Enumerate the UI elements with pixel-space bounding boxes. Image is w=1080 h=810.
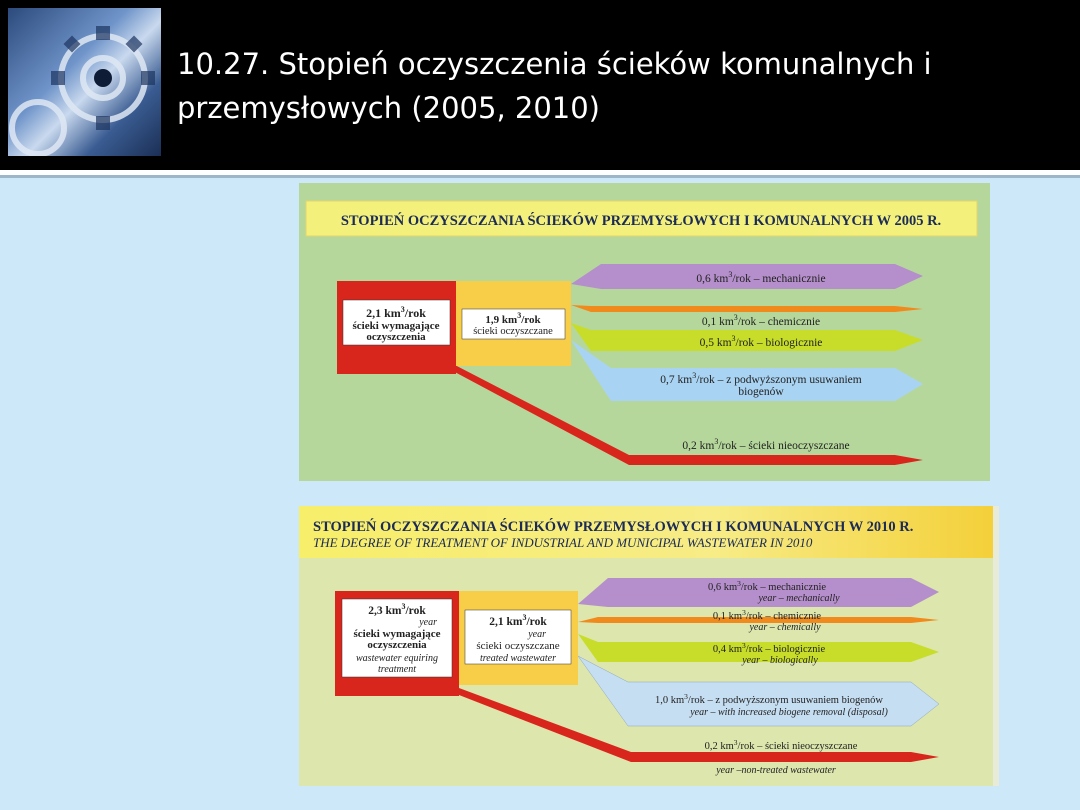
source-volume: 2,3 $km^3$/rok <box>368 602 426 617</box>
flow-label-biological-en: year – biologically <box>742 655 818 666</box>
flow-label-biological: 0,5 $km^3$/rok – biologicznie <box>699 334 823 349</box>
diagram-title: STOPIEŃ OCZYSZCZANIA ŚCIEKÓW PRZEMYSŁOWYCH I KOMUNALNYCH W 2005 R. <box>340 213 942 229</box>
flow-label-nutrient-removal-en: year – with increased biogene removal (disposal) <box>690 707 888 718</box>
flow-label-biological: 0,4 $km^3$/rok – biologicznie <box>712 641 826 655</box>
treated-label: ścieki oczyszczane <box>473 326 553 337</box>
flow-label-nutrient-removal: 0,7 $km^3$/rok – z podwyższonym usuwaniem <box>660 371 862 386</box>
flow-label-nutrient-removal: 1,0 $km^3$/rok – z podwyższonym usuwaniem biogenów <box>654 692 884 706</box>
source-label-line1: ścieki wymagające <box>352 320 440 332</box>
source-volume: 2,1 $km^3$/rok <box>366 305 426 320</box>
treated-volume: 2,1 $km^3$/rok <box>489 613 547 628</box>
source-label-en1: wastewater equiring <box>356 653 438 664</box>
flow-label-mechanical: 0,6 $km^3$/rok – mechanicznie <box>707 579 827 593</box>
treated-label-en: treated wastewater <box>479 653 557 664</box>
diagram-2010 <box>299 506 999 786</box>
flow-label-chemical-en: year – chemically <box>749 622 821 633</box>
source-label-line2: oczyszczenia <box>367 639 427 651</box>
diagram-2005 <box>299 183 990 481</box>
flow-label-mechanical-en: year – mechanically <box>758 593 840 604</box>
flow-label-untreated: 0,2 $km^3$/rok – ścieki nieoczyszczane <box>682 437 850 452</box>
gears-icon <box>8 8 161 156</box>
source-label-line1: ścieki wymagające <box>353 628 441 640</box>
flow-label-untreated: 0,2 $km^3$/rok – ścieki nieoczyszczane <box>704 738 858 752</box>
slide-header <box>0 0 1080 170</box>
flow-label-chemical: 0,1 $km^3$/rok – chemicznie <box>712 608 822 622</box>
source-label-en2: treatment <box>378 664 416 675</box>
source-label-line2: oczyszczenia <box>366 331 426 343</box>
flow-label-chemical: 0,1 $km^3$/rok – chemicznie <box>701 313 821 328</box>
flow-label-untreated-en: year –non-treated wastewater <box>716 765 836 776</box>
source-year: year <box>419 617 437 628</box>
treated-volume: 1,9 $km^3$/rok <box>485 311 541 326</box>
diagram-title-pl: STOPIEŃ OCZYSZCZANIA ŚCIEKÓW PRZEMYSŁOWYCH I KOMUNALNYCH W 2010 R. <box>313 519 914 535</box>
slide-title: 10.27. Stopień oczyszczenia ścieków komunalnych i przemysłowych (2005, 2010) <box>177 47 932 125</box>
diagram-title-en: THE DEGREE OF TREATMENT OF INDUSTRIAL AND MUNICIPAL WASTEWATER IN 2010 <box>313 535 813 550</box>
flow-label-mechanical: 0,6 $km^3$/rok – mechanicznie <box>696 270 826 285</box>
flow-chemical <box>571 305 923 312</box>
header-divider-shadow <box>0 175 1080 178</box>
treated-year: year <box>528 629 546 640</box>
flow-label-nutrient-removal-line2: biogenów <box>738 386 784 398</box>
treated-label: ścieki oczyszczane <box>476 640 560 652</box>
diagram-edge <box>993 506 999 786</box>
